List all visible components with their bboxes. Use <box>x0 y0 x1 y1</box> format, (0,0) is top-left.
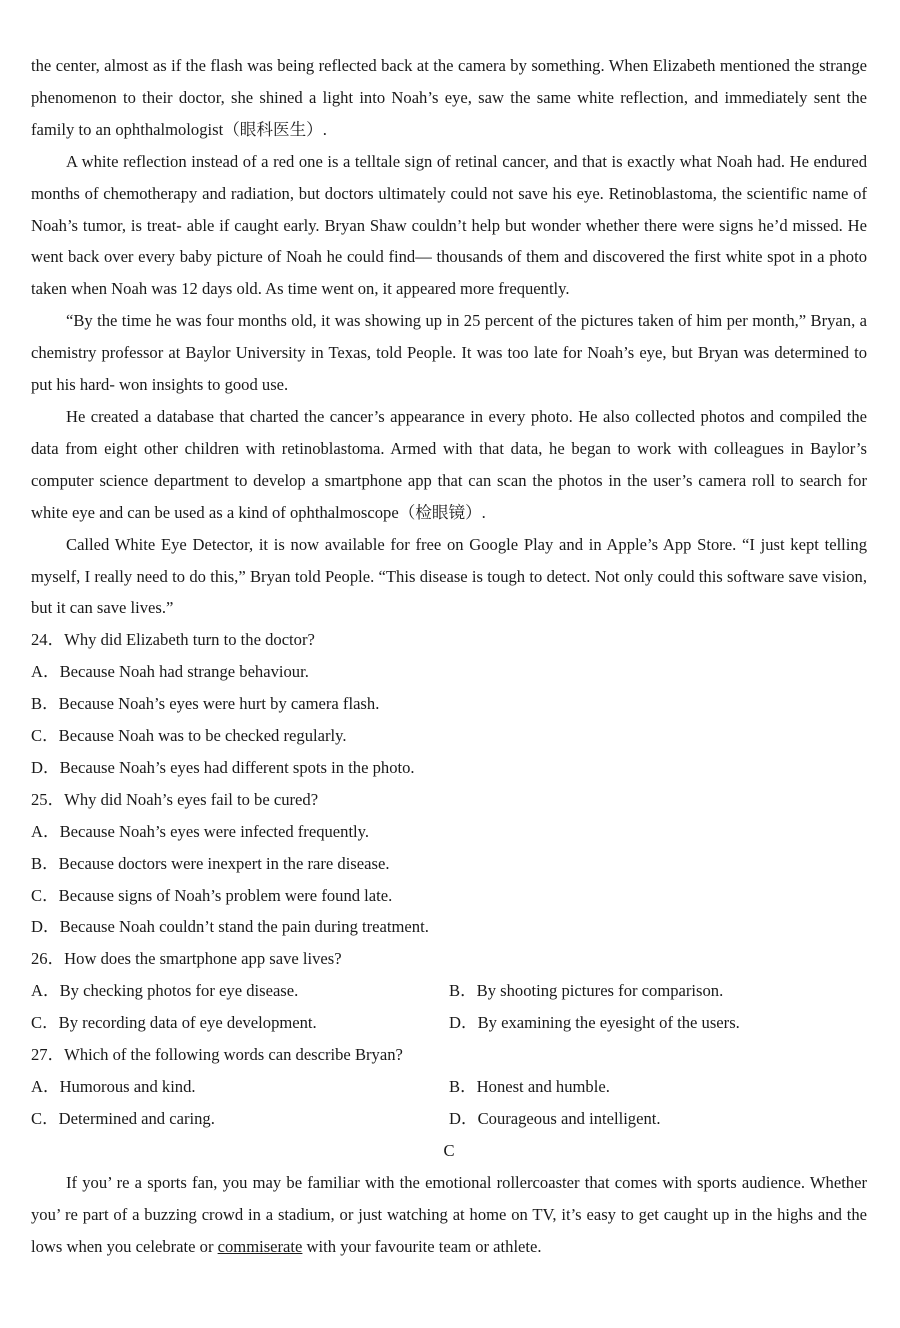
option-d: D．Courageous and intelligent. <box>449 1108 661 1128</box>
option-b: B．By shooting pictures for comparison. <box>449 981 724 1001</box>
question-24 <box>31 624 867 784</box>
option-c: C．Because signs of Noah’s problem were found late. <box>31 885 393 905</box>
passage-b-paragraph-4: He created a database that charted the cancer’s appearance in every photo. He also collected photos and compiled the data from eight other children with retinoblastoma. Armed with that data, he began to work with colleagues in Baylor’s computer science department to develop a smartphone app that can scan the photos in the user’s camera roll to search for white eye and can be used as a kind of ophthalmoscope（检眼镜）. <box>31 406 867 522</box>
exam-page <box>31 50 867 1262</box>
passage-c-text: If you’ re a sports fan, you may be familiar with the emotional rollercoaster that comes with sports audience. Whether you’ re part of a buzzing crowd in a stadium, or just watching at home on TV, it’s easy to get caught up in the highs and the lows when you celebrate or <box>31 1172 867 1256</box>
passage-b-paragraph-5: Called White Eye Detector, it is now available for free on Google Play and in Apple’s App Store. “I just kept telling myself, I really need to do this,” Bryan told People. “This disease is tough to detect. Not only could this software save vision, but it can save lives.” <box>31 534 867 618</box>
underlined-word: commiserate <box>217 1236 303 1256</box>
option-b: B．Because Noah’s eyes were hurt by camera flash. <box>31 694 380 714</box>
question-stem: 24．Why did Elizabeth turn to the doctor? <box>31 630 315 650</box>
option-row <box>31 1007 867 1039</box>
option-row <box>31 1071 867 1103</box>
question-26 <box>31 943 867 1039</box>
option-a: A．Because Noah had strange behaviour. <box>31 662 309 682</box>
option-d: D．By examining the eyesight of the users. <box>449 1013 740 1033</box>
passage-b-paragraph-1: the center, almost as if the flash was being reflected back at the camera by something. When Elizabeth mentioned the strange phenomenon to their doctor, she shined a light into Noah’s eye, saw the same white reflection, and immediately sent the family to an ophthalmologist（眼科医生）. <box>31 56 867 139</box>
option-c: C．Because Noah was to be checked regularly. <box>31 726 347 746</box>
option-b: B．Honest and humble. <box>449 1077 610 1096</box>
question-27 <box>31 1039 867 1135</box>
option-a: A．Humorous and kind. <box>31 1077 196 1096</box>
question-25 <box>31 784 867 944</box>
question-stem: 25．Why did Noah’s eyes fail to be cured? <box>31 789 319 809</box>
option-c: C．Determined and caring. <box>31 1108 215 1128</box>
option-a: A．By checking photos for eye disease. <box>31 981 299 1001</box>
option-d: D．Because Noah couldn’t stand the pain during treatment. <box>31 917 429 937</box>
passage-c-heading: C <box>443 1140 455 1160</box>
option-c: C．By recording data of eye development. <box>31 1013 317 1033</box>
passage-c-text: with your favourite team or athlete. <box>302 1236 542 1256</box>
option-row <box>31 975 867 1007</box>
question-stem: 26．How does the smartphone app save lives? <box>31 949 342 969</box>
option-b: B．Because doctors were inexpert in the rare disease. <box>31 853 390 873</box>
option-d: D．Because Noah’s eyes had different spots in the photo. <box>31 757 415 777</box>
question-stem: 27．Which of the following words can describe Bryan? <box>31 1045 403 1065</box>
passage-b-paragraph-3: “By the time he was four months old, it was showing up in 25 percent of the pictures taken of him per month,” Bryan, a chemistry professor at Baylor University in Texas, told People. It was too late for Noah’s eye, but Bryan was determined to put his hard- won insights to good use. <box>31 311 867 395</box>
passage-b-paragraph-2: A white reflection instead of a red one is a telltale sign of retinal cancer, and that is exactly what Noah had. He endured months of chemotherapy and radiation, but doctors ultimately could not save his eye. Retinoblastoma, the scientific name of Noah’s tumor, is treat- able if caught early. Bryan Shaw couldn’t help but wonder whether there were signs he’d missed. He went back over every baby picture of Noah he could find— thousands of them and discovered the first white spot in a photo taken when Noah was 12 days old. As time went on, it appeared more frequently. <box>31 151 867 299</box>
passage-c-paragraph-1 <box>31 1167 867 1263</box>
option-a: A．Because Noah’s eyes were infected frequently. <box>31 821 370 841</box>
option-row <box>31 1103 867 1135</box>
